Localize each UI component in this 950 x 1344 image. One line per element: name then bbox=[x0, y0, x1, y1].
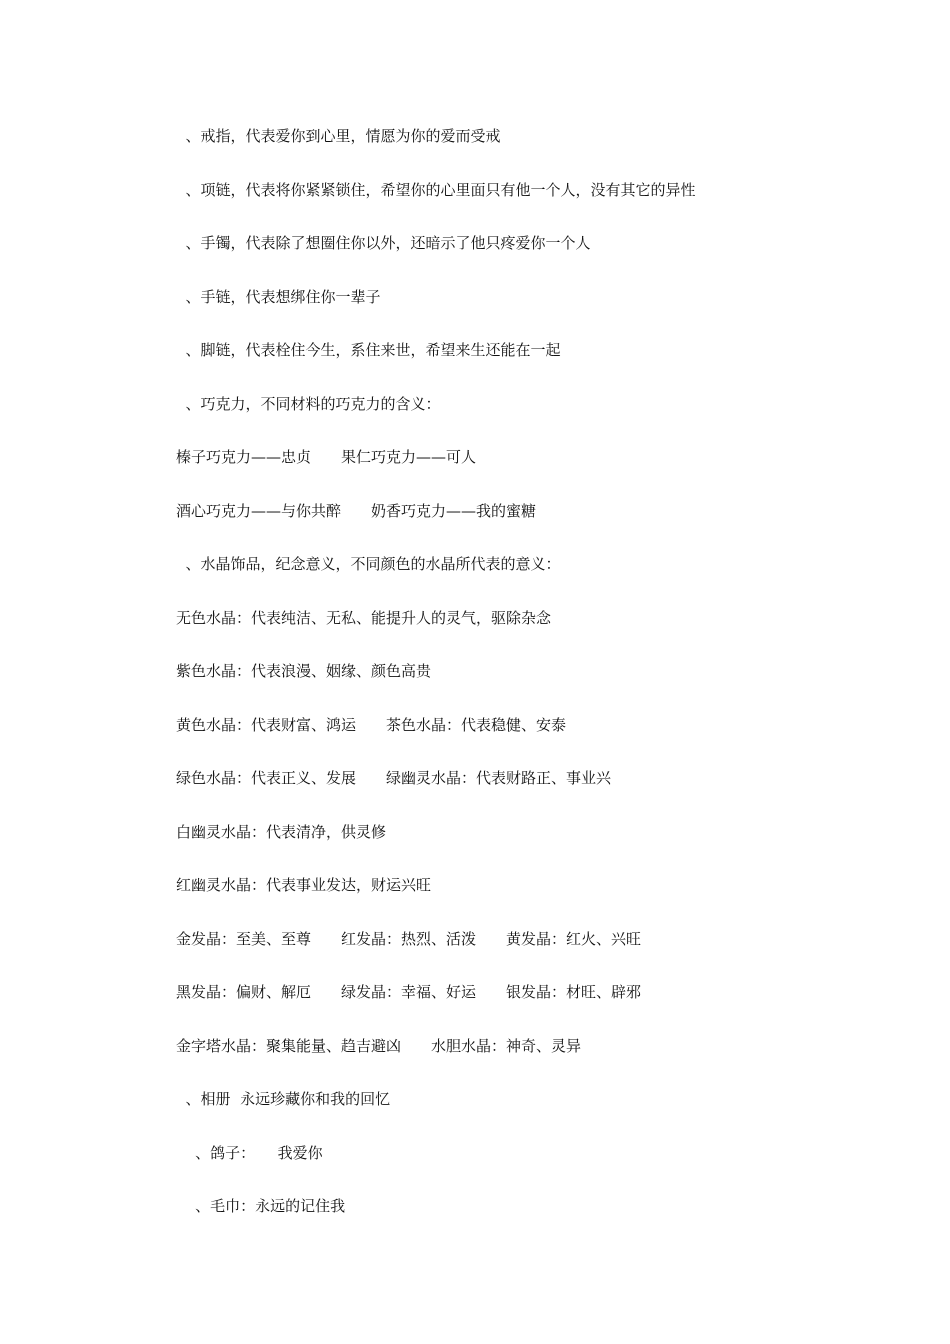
text-line-necklace: 、项链，代表将你紧紧锁住，希望你的心里面只有他一个人，没有其它的异性 bbox=[176, 181, 696, 199]
text-line-dove: 、鸽子： 我爱你 bbox=[176, 1144, 323, 1162]
text-line-green-crystal: 绿色水晶：代表正义、发展 绿幽灵水晶：代表财路正、事业兴 bbox=[176, 769, 612, 787]
text-line-red-phantom: 红幽灵水晶：代表事业发达，财运兴旺 bbox=[176, 876, 432, 894]
text-line-chocolate-types-2: 酒心巧克力——与你共醉 奶香巧克力——我的蜜糖 bbox=[176, 502, 537, 520]
text-line-towel: 、毛巾：永远的记住我 bbox=[176, 1197, 346, 1215]
text-line-yellow-crystal: 黄色水晶：代表财富、鸿运 茶色水晶：代表稳健、安泰 bbox=[176, 716, 567, 734]
text-line-chocolate: 、巧克力，不同材料的巧克力的含义： bbox=[176, 395, 441, 413]
text-line-clear-crystal: 无色水晶：代表纯洁、无私、能提升人的灵气，驱除杂念 bbox=[176, 609, 552, 627]
text-line-purple-crystal: 紫色水晶：代表浪漫、姻缘、颜色高贵 bbox=[176, 662, 432, 680]
text-line-crystal: 、水晶饰品，纪念意义，不同颜色的水晶所代表的意义： bbox=[176, 555, 561, 573]
text-line-bracelet: 、手链，代表想绑住你一辈子 bbox=[176, 288, 381, 306]
text-line-chocolate-types-1: 榛子巧克力——忠贞 果仁巧克力——可人 bbox=[176, 448, 477, 466]
text-line-white-phantom: 白幽灵水晶：代表清净，供灵修 bbox=[176, 823, 387, 841]
text-line-album: 、相册 永远珍藏你和我的回忆 bbox=[176, 1090, 391, 1108]
text-line-rutilated-2: 黑发晶：偏财、解厄 绿发晶：幸福、好运 银发晶：材旺、辟邪 bbox=[176, 983, 642, 1001]
text-line-rutilated-1: 金发晶：至美、至尊 红发晶：热烈、活泼 黄发晶：红火、兴旺 bbox=[176, 930, 642, 948]
text-line-bangle: 、手镯，代表除了想圈住你以外，还暗示了他只疼爱你一个人 bbox=[176, 234, 591, 252]
text-line-anklet: 、脚链，代表栓住今生，系住来世，希望来生还能在一起 bbox=[176, 341, 561, 359]
text-line-pyramid-crystal: 金字塔水晶：聚集能量、趋吉避凶 水胆水晶：神奇、灵异 bbox=[176, 1037, 582, 1055]
text-line-ring: 、戒指，代表爱你到心里，情愿为你的爱而受戒 bbox=[176, 127, 501, 145]
